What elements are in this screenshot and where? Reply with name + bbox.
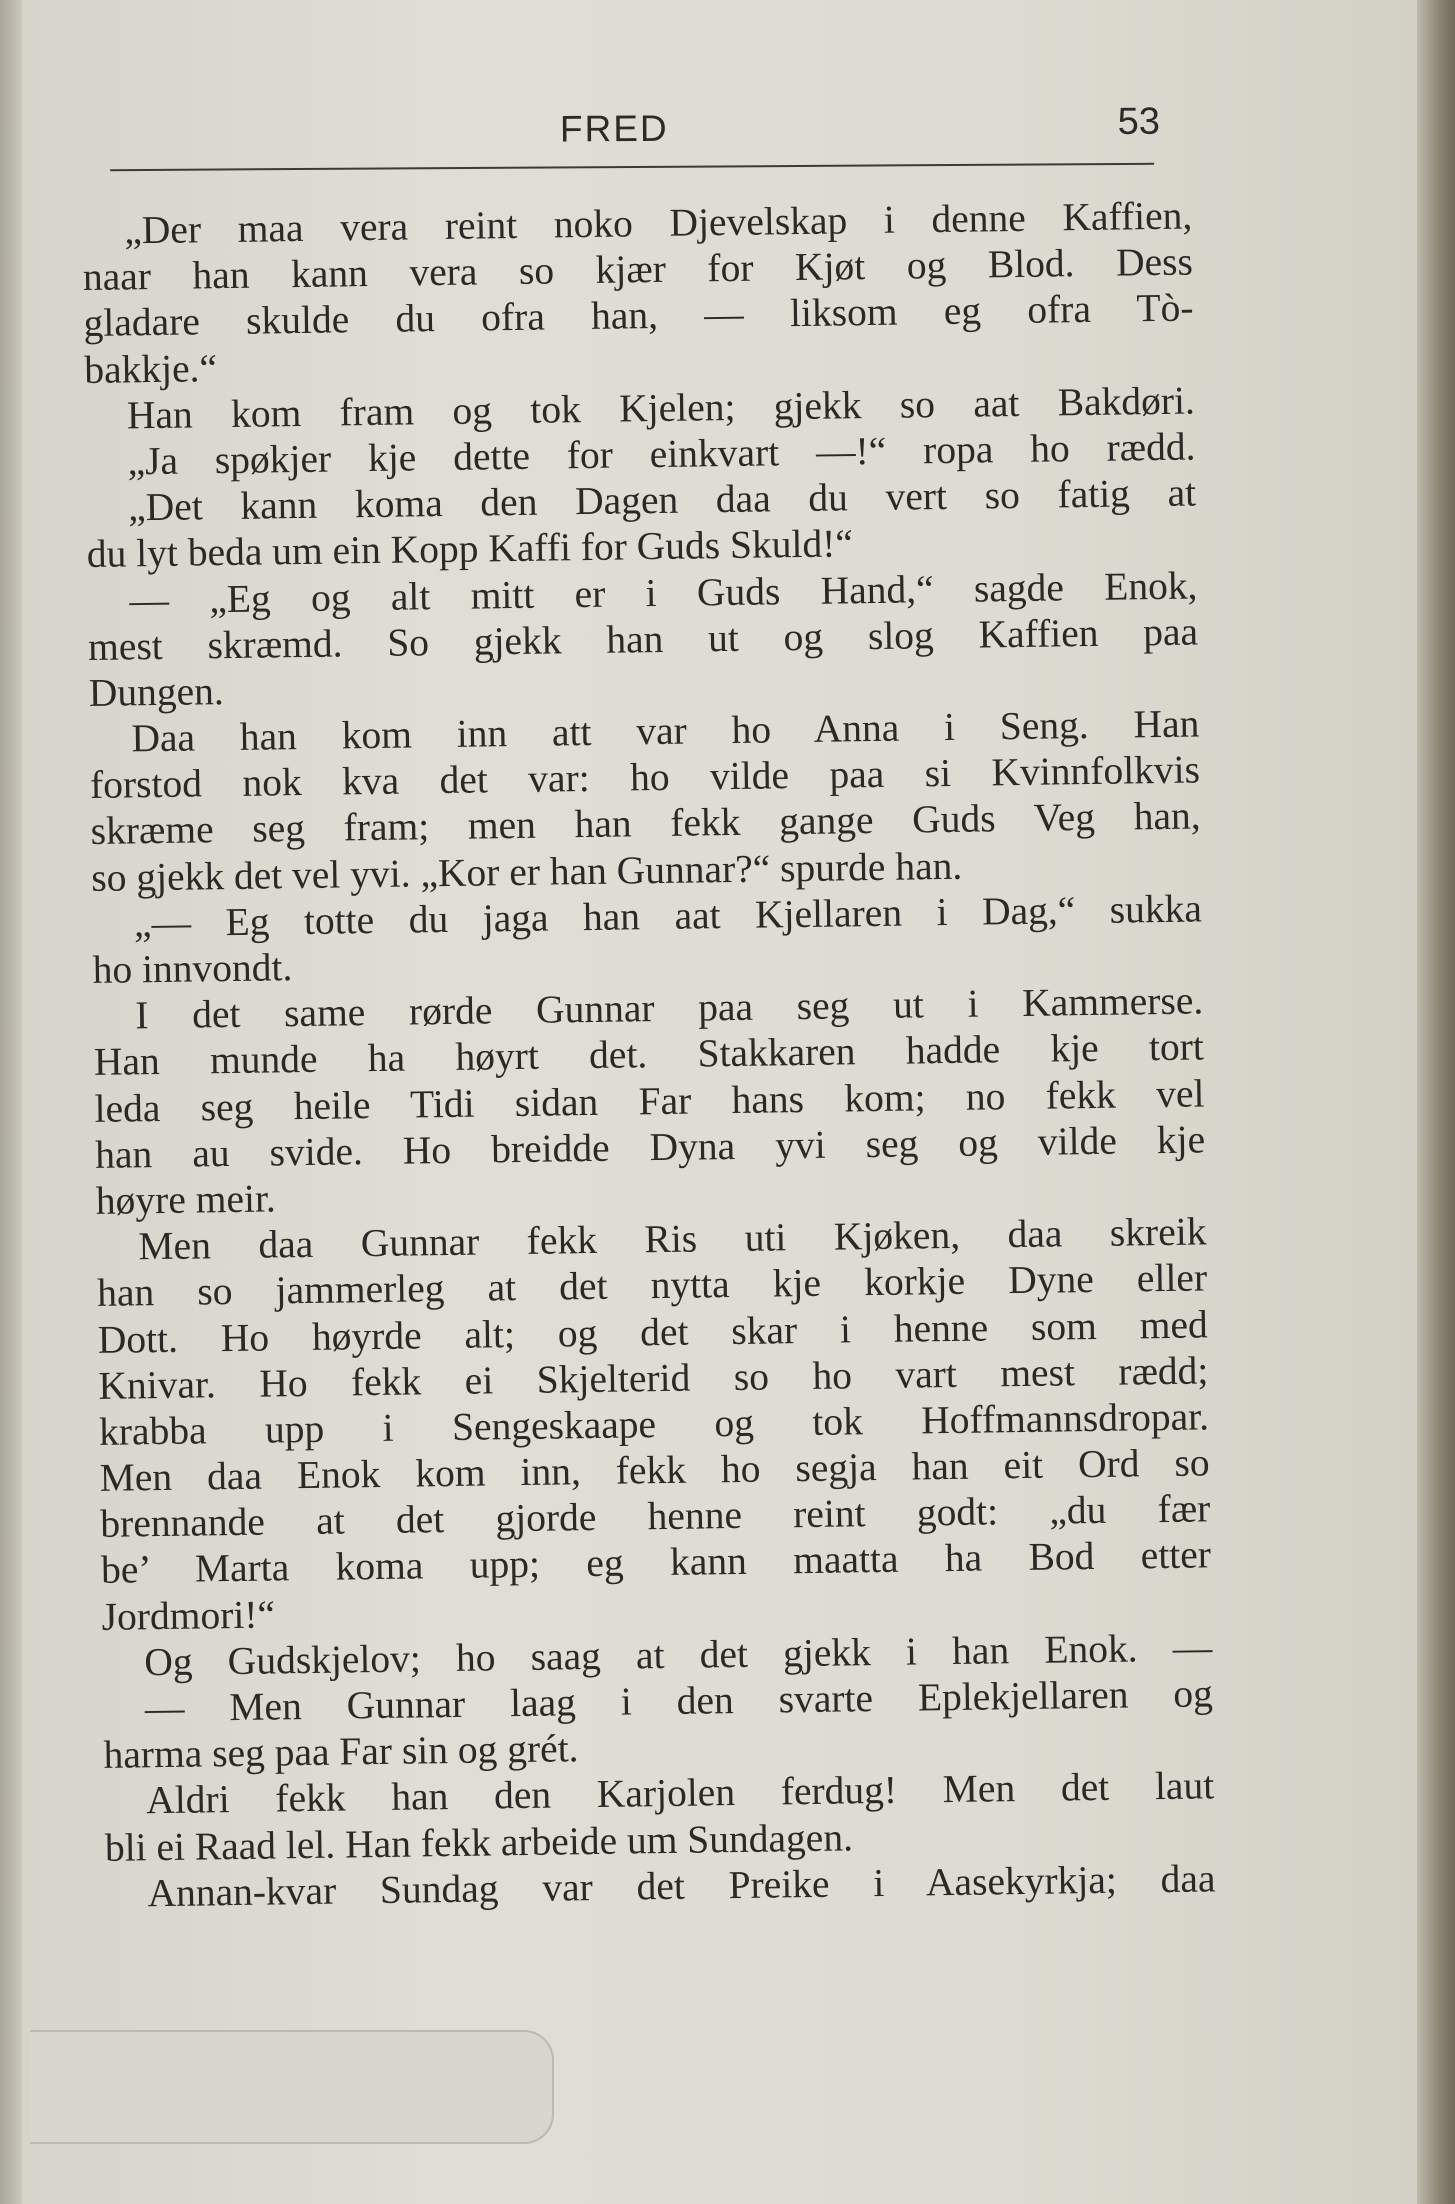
- text-line: so gjekk det vel yvi. „Kor er han Gunnar?“ spurde han.: [91, 843, 963, 900]
- text-line: naar han kann vera so kjær for Kjøt og Blod. Dess: [82, 239, 1194, 300]
- text-line: Dungen.: [88, 668, 225, 715]
- text-line: skræme seg fram; men han fekk gange Guds Veg han,: [90, 793, 1201, 854]
- book-spine-edge: [1417, 0, 1455, 2204]
- library-label: [30, 2030, 554, 2144]
- text-line: „Det kann koma den Dagen daa du vert so fatig at: [127, 470, 1197, 530]
- text-line: brennande at det gjorde henne reint godt: „du fær: [100, 1486, 1211, 1547]
- text-line: Han kom fram og tok Kjelen; gjekk so aat Bakdøri.: [126, 378, 1196, 438]
- text-line: be’ Marta koma upp; eg kann maatta ha Bod etter: [100, 1532, 1212, 1593]
- text-line: forstod nok kva det var: ho vilde paa si Kvinnfolkvis: [89, 747, 1201, 808]
- body-text: [82, 193, 1216, 1917]
- text-line: I det same rørde Gunnar paa seg ut i Kammerse.: [134, 978, 1204, 1038]
- text-line: han au svide. Ho breidde Dyna yvi seg og vilde kje: [94, 1117, 1206, 1177]
- page-header: [110, 100, 1161, 175]
- page-number: 53: [1117, 100, 1161, 144]
- text-line: Han munde ha høyrt det. Stakkaren hadde kje tort: [93, 1024, 1205, 1085]
- text-line: krabba upp i Sengeskaape og tok Hoffmannsdropar.: [98, 1394, 1210, 1454]
- text-line: Men daa Enok kom inn, fekk ho segja han eit Ord so: [99, 1440, 1210, 1500]
- text-line: Daa han kom inn att var ho Anna i Seng. Han: [131, 701, 1200, 761]
- text-line: „Ja spøkjer kje dette for einkvart —!“ ropa ho rædd.: [127, 424, 1196, 484]
- text-line: „Der maa vera reint noko Djevelskap i denne Kaffien,: [124, 193, 1193, 253]
- text-line: „— Eg totte du jaga han aat Kjellaren i Dag,“ sukka: [133, 886, 1203, 946]
- text-line: Dott. Ho høyrde alt; og det skar i henne som med: [97, 1301, 1208, 1362]
- text-line: han so jammerleg at det nytta kje korkje Dyne eller: [96, 1255, 1208, 1316]
- text-line: du lyt beda um ein Kopp Kaffi for Guds Skuld!“: [86, 521, 854, 577]
- text-line: bakkje.“: [83, 345, 218, 392]
- text-line: Og Gudskjelov; ho saag at det gjekk i han Enok. —: [144, 1625, 1213, 1685]
- text-line: Jordmori!“: [101, 1592, 276, 1639]
- text-line: — Men Gunnar laag i den svarte Eplekjellaren og: [144, 1671, 1214, 1731]
- running-title: FRED: [559, 107, 669, 150]
- text-line: Men daa Gunnar fekk Ris uti Kjøken, daa skreik: [138, 1209, 1207, 1269]
- text-line: gladare skulde du ofra han, — liksom eg ofra Tò-: [83, 285, 1194, 346]
- text-line: bli ei Raad lel. Han fekk arbeide um Sundagen.: [104, 1814, 854, 1870]
- text-line: ho innvondt.: [92, 945, 293, 992]
- text-line: Annan-kvar Sundag var det Preike i Aasekyrkja; daa: [147, 1856, 1216, 1915]
- text-line: leda seg heile Tidi sidan Far hans kom; no fekk vel: [94, 1070, 1205, 1131]
- text-line: harma seg paa Far sin og grét.: [103, 1726, 579, 1778]
- text-line: — „Eg og alt mitt er i Guds Hand,“ sagde Enok,: [129, 562, 1198, 622]
- text-line: mest skræmd. So gjekk han ut og slog Kaffien paa: [87, 609, 1199, 669]
- text-line: Knivar. Ho fekk ei Skjelterid so ho vart mest rædd;: [98, 1348, 1209, 1408]
- text-line: høyre meir.: [95, 1176, 277, 1223]
- left-page-edge: [0, 0, 22, 2204]
- text-line: Aldri fekk han den Karjolen ferdug! Men det laut: [145, 1763, 1215, 1823]
